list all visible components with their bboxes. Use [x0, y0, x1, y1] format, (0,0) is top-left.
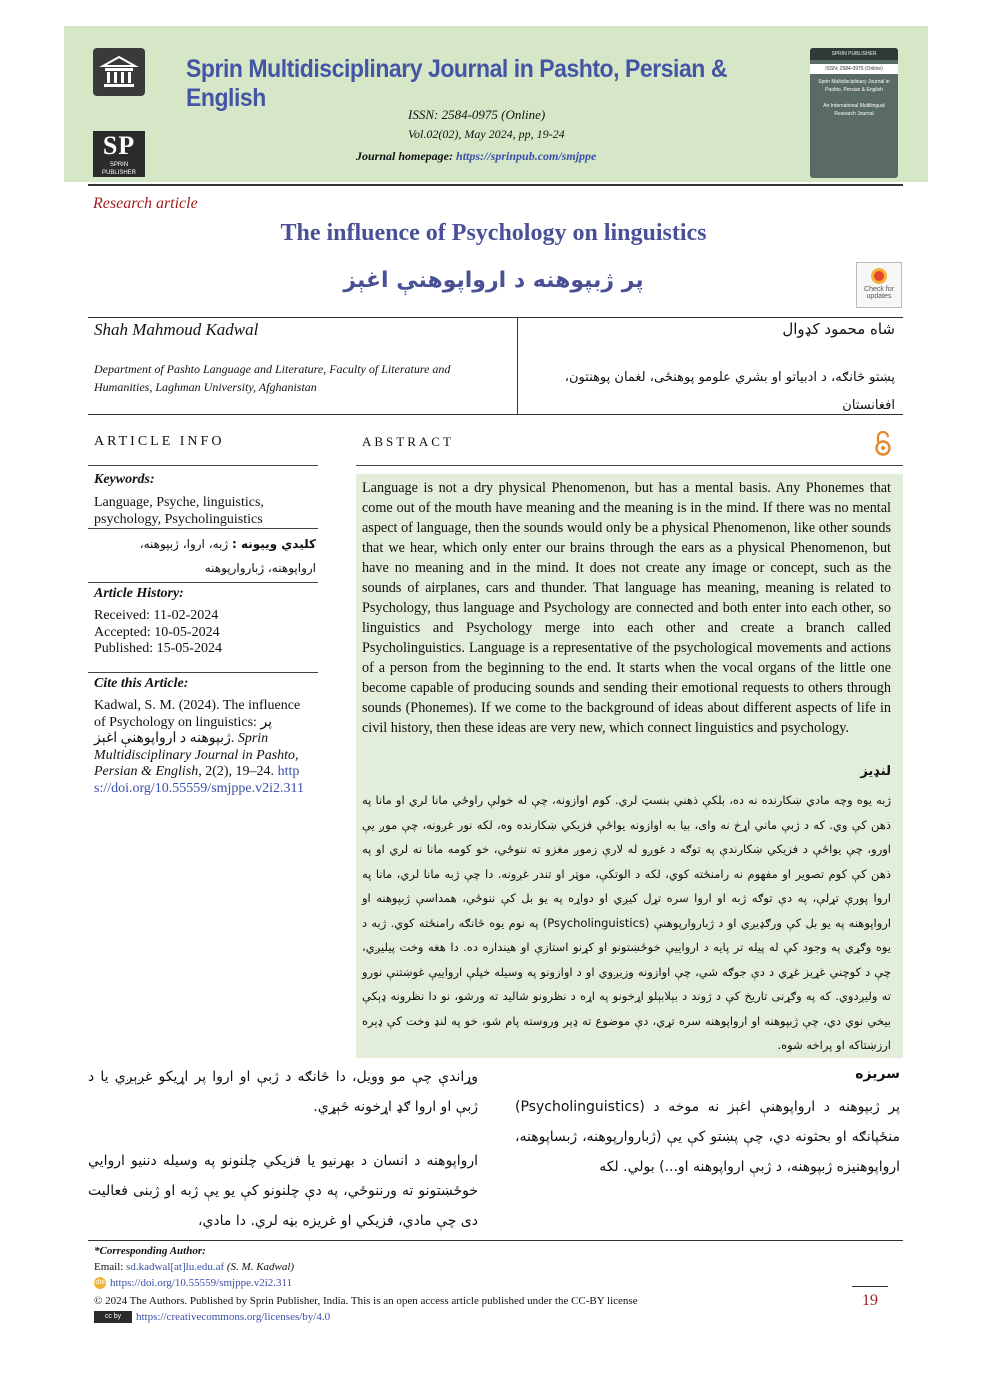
journal-homepage — [356, 149, 596, 164]
check-updates-icon — [871, 268, 887, 284]
cover-subtitle: An International Multilingual Research Journal — [823, 103, 885, 117]
author-block-top-rule — [88, 317, 903, 318]
abstract-english: Language is not a dry physical Phenomenon, but has a mental basis. Any Phonemes that come out of the mouth have meaning and the meaning is in the mind. If there was no mental aspect of language, then the sounds would only be a physical Phenomenon, like other sounds that we hear, which only enter our brains through the ears as a physical Phenomenon, but have no meaning and in the mind. It does not create any image or concept, such as the sounds of airplanes, cars and thunder. That language has meaning, meaning is related to Psychology, thus language and Psychology are connected and both enter into each other, so linguistics and Psychology merge into each other and create a branch called Psycholinguistics. Language is a representative of the psychological movements and actions of a person from the beginning to the end. It starts when the vocal organs of the little one become capable of producing sounds and sending their emotional requests to others through sounds (Phonemes). If we come to the background of ideas about different aspects of life in civil history, then these ideas are very new, which connect linguistics and psychology. — [362, 480, 891, 736]
accepted-date: Accepted: 10-05-2024 — [94, 624, 220, 640]
article-title-pashto: پر ژبپوهنه د ارواپوهنې اغېز — [343, 268, 644, 293]
footer-divider — [88, 1240, 903, 1241]
article-history-heading: Article History: — [94, 586, 184, 601]
library-icon — [93, 48, 145, 96]
page-number: 19 — [862, 1292, 878, 1309]
homepage-label: Journal homepage: — [356, 149, 457, 163]
author-email-line — [94, 1261, 294, 1273]
author-affiliation-pashto: پښتو څانګه، د ادبیاتو او بشري علومو پوهنځی، لغمان پوهنتون، افغانستان — [564, 370, 895, 413]
check-updates-label: Check for updates — [864, 286, 894, 300]
email-person: (S. M. Kadwal) — [224, 1261, 295, 1273]
keywords-heading: Keywords: — [94, 472, 155, 487]
author-block-divider — [517, 317, 518, 414]
doi-line — [94, 1277, 292, 1289]
introduction-heading: سریزه — [855, 1066, 900, 1082]
abstract-pashto-heading: لنډیز — [860, 764, 891, 779]
introduction-paragraph: پر ژبپوهنه د ارواپوهنې اغېز نه موخه د (Psycholinguistics) منځپانګه او بحثونه دي، چې پښتو کې یې (ژباروارپوهنه، ژبساپوهنه، ارواپوهنیزه ژبپوهنه، د ژبې ارواپوهنه او...) بولي. لکه — [515, 1099, 900, 1175]
body-paragraph-1: وړاندې چې مو وویل، دا څانګه د ژبې او اروا پر اړیکو غږېږي یا د ژبې او اروا ګډ اړخونه څېړي. — [88, 1069, 478, 1115]
doi-icon: doi — [94, 1277, 106, 1289]
article-title-english: The influence of Psychology on linguistics — [280, 220, 707, 246]
keywords-pashto — [94, 532, 316, 580]
author-name-pashto: شاه محمود کډوال — [782, 320, 895, 338]
citation-doi-link[interactable]: https://doi.org/10.55559/smjppe.v2i2.311 — [94, 764, 305, 796]
citation-text: Kadwal, S. M. (2024). The influence of Psychology on linguistics: پر ژبپوهنه د ارواپوهنې اغېز. — [94, 698, 301, 746]
publisher-logo-subtext: SPRIN PUBLISHER — [101, 162, 136, 176]
citation — [94, 698, 314, 797]
cite-divider — [88, 672, 318, 673]
body-paragraph-2: ارواپوهنه د انسان د بهرنیو یا فزیکي چلنونو په وسیله دننیو اروایي خوځښتونو ته ورننوځي، په دې چلنونو کې یو یې ژبه او ژبنی فعالیت دی چې مادي، فزیکي او غریزه بڼه لري. دا مادي، — [88, 1153, 478, 1229]
cover-publisher: SPRIN PUBLISHER — [810, 48, 898, 60]
author-email-link[interactable]: sd.kadwal[at]lu.edu.af — [126, 1261, 225, 1273]
journal-volume: Vol.02(02), May 2024, pp, 19-24 — [408, 127, 565, 141]
keywords-english: Language, Psyche, linguistics, psychology, Psycholinguistics — [94, 495, 264, 527]
cc-by-license-icon: cc by — [94, 1311, 132, 1323]
copyright-notice: © 2024 The Authors. Published by Sprin Publisher, India. This is an open access article published under the CC-BY license — [94, 1295, 638, 1307]
article-history — [94, 608, 222, 658]
license-link[interactable]: https://creativecommons.org/licenses/by/4.0 — [136, 1311, 331, 1323]
abstract-pashto: ژبه یوه وچه مادي ښکارنده نه ده، بلکې ذهني بنسټ لري. کوم اوازونه، چې له خولې راوځي مانا لري او مانا په ذهن کې وي. که د ژبې ماني اړخ نه وای، بیا به اوازونه یواځې فزیکي ښکارنده وه، لکه نور غږونه، چې موږ یې اورو، چې یواځې د فزیکي ښکارندې په توګه د غوږو له لارې زموږ مغزو ته ننوځي، خو کومه مانا نه لري او په ذهن کې کوم تصویر او مفهوم نه رامنځته کوي، لکه د الوتکې، موټر او تندر غږونه. دا چې ژبه مانا لري، مانا په اروا پورې تړلې، په دې توګه ژبه او اروا سره تړل کیږي او دواړه په یو بل کې ننوځي، همداسې ژبپوهنه او ارواپوهنه په یو بل کې ورګډیږي او د ژباروارپوهنې (Psycholinguistics) په نوم یوه څانګه رامنځته کوي. ژبه د یوه وګړي په وجود کې له پیله تر پایه د ارواییې خوځښتونو او کړنو استازې او هینداره ده. دا هغه وخت پیلیږي، چې د کوچني غړیز غړي د دې جوګه شي، چې اوازونه وزیږوي او د اوازونو په وسیله خپلې ارواییې غوښتنې نورو ته ولیږدوي. که په وګړنی تاریخ کې د ژوند د بېلابېلو اړخونو په اړه د نظرونو شالید ته ورشو، نو دا نظرونه ډېکې بیخي نوي دي، چې ژبپوهنه او ارواپوهنه سره تړي، دې موضوع ته ډېر وروسته پام شو، خو په لنډ وخت کې ډېره ارزښتاکه او پراخه شوه. — [362, 793, 891, 1052]
cite-heading: Cite this Article: — [94, 676, 189, 691]
article-info-rule — [88, 465, 318, 466]
publisher-logo — [93, 131, 145, 177]
publisher-logo-text: SP — [102, 131, 136, 160]
received-date: Received: 11-02-2024 — [94, 608, 219, 623]
corresponding-author-label: *Corresponding Author: — [94, 1245, 206, 1257]
check-for-updates-button[interactable] — [856, 262, 902, 308]
author-affiliation-english: Department of Pashto Language and Literature, Faculty of Literature and Humanities, Laghman University, Afghanistan — [94, 362, 451, 394]
journal-issn: ISSN: 2584-0975 (Online) — [408, 107, 546, 122]
article-info-heading: ARTICLE INFO — [94, 434, 225, 449]
abstract-rule — [356, 465, 903, 466]
citation-issue: 2(2), 19–24. — [201, 764, 275, 779]
history-divider — [88, 582, 318, 583]
keywords-pashto-list: ژبه، اروا، ژبپوهنه، ارواپوهنه، ژباروارپوهنه — [139, 537, 316, 575]
citation-journal: Sprin Multidisciplinary Journal in Pashto, Persian & English, — [94, 731, 299, 779]
page-number-rule — [852, 1286, 888, 1287]
homepage-link[interactable]: https://sprinpub.com/smjppe — [456, 149, 597, 163]
header-divider — [88, 184, 903, 186]
published-date: Published: 15-05-2024 — [94, 641, 222, 656]
license-line — [94, 1311, 330, 1323]
open-access-icon — [874, 431, 892, 457]
author-name-english: Shah Mahmoud Kadwal — [94, 320, 259, 339]
cover-title: Sprin Multidisciplinary Journal in Pashto, Persian & English — [818, 79, 890, 93]
journal-title: Sprin Multidisciplinary Journal in Pashto, Persian & English — [186, 55, 727, 112]
email-label: Email: — [94, 1261, 127, 1273]
keywords-pashto-label: کلیدي وییونه : — [231, 537, 316, 551]
abstract-heading: ABSTRACT — [362, 434, 454, 449]
doi-link[interactable]: https://doi.org/10.55559/smjppe.v2i2.311 — [110, 1277, 293, 1289]
journal-cover-thumbnail — [810, 48, 898, 178]
article-type-label: Research article — [93, 195, 198, 212]
cover-issn: ISSN: 2584-0975 (Online) — [810, 64, 898, 74]
keywords-divider — [88, 528, 318, 529]
